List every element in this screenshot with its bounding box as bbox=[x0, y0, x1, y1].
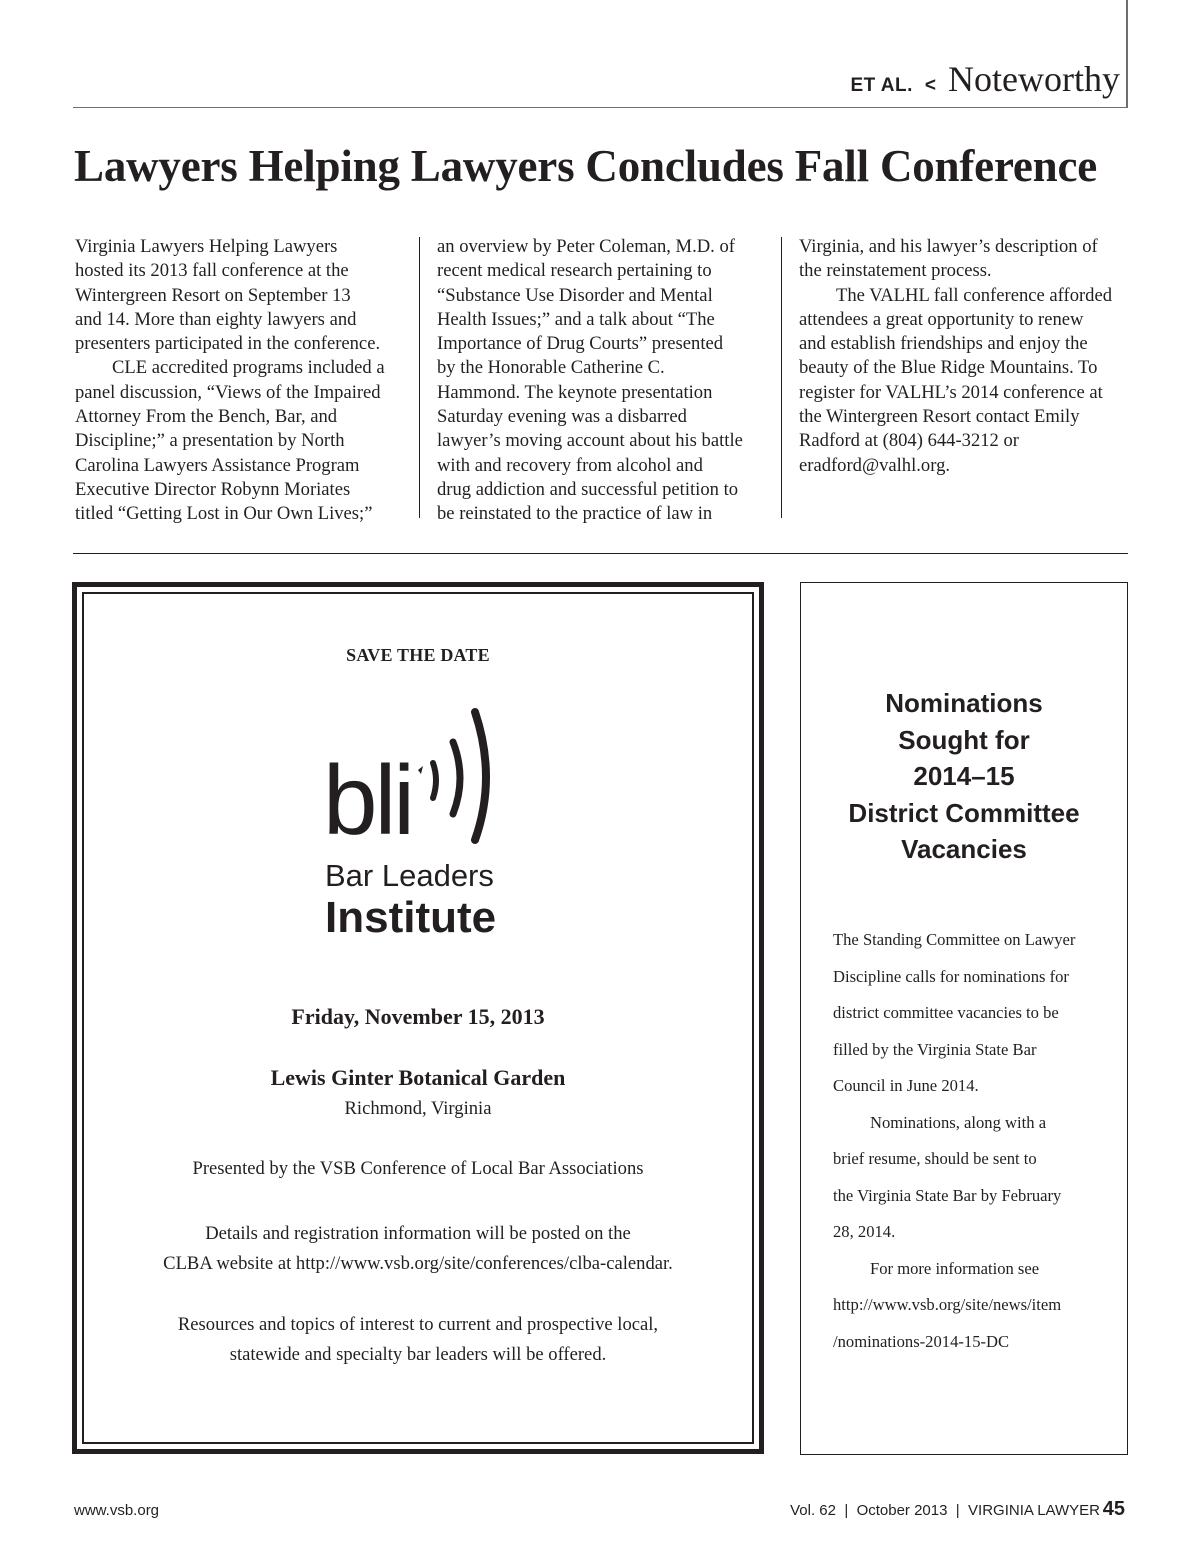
col2-line: be reinstated to the practice of law in bbox=[437, 503, 713, 525]
nominations-line: Discipline calls for nominations for bbox=[833, 966, 1069, 986]
signal-dot-icon bbox=[418, 766, 423, 774]
nominations-line: Council in June 2014. bbox=[833, 1076, 979, 1095]
logo-org-line-1: Bar Leaders bbox=[325, 858, 494, 893]
nominations-line: filled by the Virginia State Bar bbox=[833, 1039, 1037, 1059]
footer-website[interactable]: www.vsb.org bbox=[74, 1502, 160, 1519]
col1-line: hosted its 2013 fall conference at the bbox=[75, 260, 349, 282]
event-details bbox=[72, 1219, 764, 1279]
nominations-title-line: District Committee bbox=[848, 797, 1080, 828]
section-divider bbox=[73, 553, 1128, 554]
nominations-line: brief resume, should be sent to bbox=[833, 1149, 1037, 1168]
header-rule bbox=[73, 107, 1128, 108]
page-number: 45 bbox=[1102, 1498, 1125, 1520]
event-resources-line: statewide and specialty bar leaders will be offered. bbox=[229, 1344, 607, 1365]
col2-line: lawyer’s moving account about his battle bbox=[437, 430, 743, 452]
nominations-line: For more information see bbox=[870, 1258, 1040, 1278]
col1-line: panel discussion, “Views of the Impaired bbox=[75, 381, 381, 403]
event-venue: Lewis Ginter Botanical Garden bbox=[270, 1065, 566, 1090]
event-date: Friday, November 15, 2013 bbox=[291, 1004, 545, 1029]
logo-mark-text: bli bbox=[323, 745, 413, 855]
col1-line: Attorney From the Bench, Bar, and bbox=[75, 406, 338, 428]
nominations-title bbox=[800, 685, 1128, 868]
signal-waves-icon bbox=[433, 712, 486, 840]
col3-line: and establish friendships and enjoy the bbox=[799, 333, 1088, 355]
nominations-title-line: Sought for bbox=[898, 724, 1030, 755]
nominations-line: Nominations, along with a bbox=[870, 1112, 1047, 1132]
bar-leaders-institute-logo bbox=[315, 700, 535, 950]
save-the-date-label: SAVE THE DATE bbox=[346, 645, 490, 665]
col2-line: drug addiction and successful petition to bbox=[437, 478, 739, 500]
col1-line: titled “Getting Lost in Our Own Lives;” bbox=[75, 503, 373, 525]
nominations-line: district committee vacancies to be bbox=[833, 1003, 1059, 1022]
section-prefix: ET AL. bbox=[850, 75, 913, 96]
col2-line: Saturday evening was a disbarred bbox=[437, 406, 687, 428]
nominations-body bbox=[833, 922, 1108, 1360]
logo-org-line-2: Institute bbox=[325, 893, 497, 942]
col1-line: and 14. More than eighty lawyers and bbox=[75, 308, 357, 330]
col3-line: the reinstatement process. bbox=[799, 260, 992, 282]
article-column-1 bbox=[75, 235, 405, 527]
nominations-line: The Standing Committee on Lawyer bbox=[833, 930, 1076, 949]
col3-line: Virginia, and his lawyer’s description of bbox=[799, 236, 1098, 257]
col3-line: The VALHL fall conference afforded bbox=[836, 284, 1113, 306]
header-vertical-rule bbox=[1126, 0, 1128, 108]
nominations-title-line: Vacancies bbox=[901, 834, 1027, 864]
section-label bbox=[850, 58, 1120, 102]
column-rule bbox=[781, 237, 782, 518]
col3-line: register for VALHL’s 2014 conference at bbox=[799, 381, 1103, 403]
nominations-line: the Virginia State Bar by February bbox=[833, 1185, 1062, 1205]
col2-line: an overview by Peter Coleman, M.D. of bbox=[437, 236, 735, 257]
col2-line: recent medical research pertaining to bbox=[437, 260, 712, 282]
column-rule bbox=[419, 237, 420, 518]
event-details-line: CLBA website at http://www.vsb.org/site/conferences/clba-calendar. bbox=[163, 1253, 673, 1274]
col3-line: the Wintergreen Resort contact Emily bbox=[799, 406, 1080, 428]
col2-line: Importance of Drug Courts” presented bbox=[437, 333, 724, 355]
col1-line: presenters participated in the conference. bbox=[75, 333, 381, 355]
article-headline: Lawyers Helping Lawyers Concludes Fall Conference bbox=[74, 141, 1098, 191]
footer-issue: Vol. 62 | October 2013 | VIRGINIA LAWYER bbox=[790, 1502, 1100, 1519]
event-resources-line: Resources and topics of interest to current and prospective local, bbox=[177, 1314, 659, 1335]
col3-line: beauty of the Blue Ridge Mountains. To bbox=[799, 357, 1098, 379]
col3-line: attendees a great opportunity to renew bbox=[799, 308, 1084, 330]
event-presenter: Presented by the VSB Conference of Local Bar Associations bbox=[192, 1158, 644, 1179]
nominations-title-line: 2014–15 bbox=[913, 761, 1015, 791]
event-resources bbox=[72, 1310, 764, 1370]
nominations-link-line[interactable]: /nominations-2014-15-DC bbox=[833, 1331, 1010, 1351]
nominations-line: 28, 2014. bbox=[833, 1222, 896, 1241]
event-city: Richmond, Virginia bbox=[344, 1098, 492, 1119]
nominations-title-line: Nominations bbox=[885, 688, 1043, 718]
col1-line: Discipline;” a presentation by North bbox=[75, 430, 345, 452]
col1-line: Virginia Lawyers Helping Lawyers bbox=[75, 236, 338, 257]
event-details-line: Details and registration information will be posted on the bbox=[205, 1223, 631, 1244]
col1-line: Carolina Lawyers Assistance Program bbox=[75, 454, 360, 476]
section-name: Noteworthy bbox=[948, 59, 1120, 99]
col3-line: eradford@valhl.org. bbox=[799, 454, 951, 476]
article-column-2 bbox=[437, 235, 767, 527]
col1-line: Wintergreen Resort on September 13 bbox=[75, 284, 351, 306]
section-separator: < bbox=[924, 75, 937, 96]
col3-line: Radford at (804) 644-3212 or bbox=[799, 430, 1019, 452]
col1-line: Executive Director Robynn Moriates bbox=[75, 478, 351, 500]
col2-line: with and recovery from alcohol and bbox=[437, 454, 703, 476]
col1-line: CLE accredited programs included a bbox=[112, 357, 385, 379]
col2-line: “Substance Use Disorder and Mental bbox=[437, 284, 713, 306]
nominations-link-line[interactable]: http://www.vsb.org/site/news/item bbox=[833, 1295, 1062, 1314]
col2-line: Hammond. The keynote presentation bbox=[437, 381, 713, 403]
col2-line: by the Honorable Catherine C. bbox=[437, 357, 665, 379]
col2-line: Health Issues;” and a talk about “The bbox=[437, 308, 715, 330]
article-column-3 bbox=[799, 235, 1129, 478]
